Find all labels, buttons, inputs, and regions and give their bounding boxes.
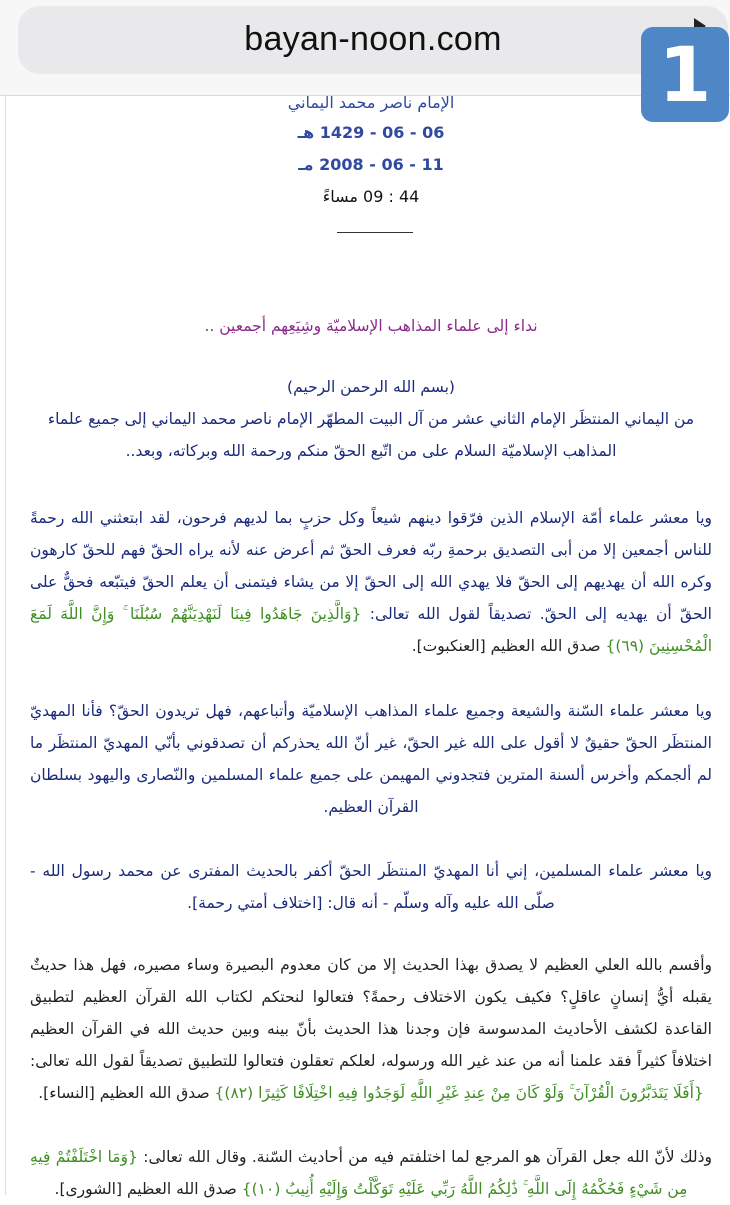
paragraph-4 xyxy=(30,949,712,1109)
paragraph-5-closing: صدق الله العظيم [الشورى]. xyxy=(54,1180,237,1198)
post-date-gregorian: 11 - 06 - 2008 مـ xyxy=(298,155,444,174)
paragraph-2: ويا معشر علماء السّنة والشيعة وجميع علماء المذاهب الإسلاميّة وأتباعهم، فهل تريدون الحقّ؟ فأنا المهديّ المنتظَر الحقّ حقيقٌ لا أقول على الله غير الحقّ، غير أنّ الله يحذركم أن تصدقوني بأنّي المهديّ المنتظَر ما لم ألجمكم وأخرس ألسنة المترين فتجدوني المهيمن على جميع علماء المسلمين والنّصارى واليهود بسلطان القرآن العظيم. xyxy=(30,702,712,816)
header-separator xyxy=(337,232,413,233)
paragraph-1-text: ويا معشر علماء أمّة الإسلام الذين فرّقوا دينهم شيعاً وكل حزبٍ بما لديهم فرحون، لقد ابتعثني الله رحمةً للناس أجمعين إلا من أبى التصديق برحمةِ ربّه فعرف الحقّ ثم أعرض عنه لأنه يراه الحقّ فهم للحقّ كارهون وكره الله أن يهديهم إلى الحقّ فلا يهدي الله إلى الحقّ إلا من يشاء فيتمنى أن يعلم الحقّ فيتبّعه فحقٌّ على الحقّ أن يهديه إلى الحقّ. تصديقاً لقول الله تعالى: xyxy=(30,509,712,623)
call-title: نداء إلى علماء المذاهب الإسلاميّة وشِيَعِهم أجمعين .. xyxy=(204,317,538,335)
basmala: (بسم الله الرحمن الرحيم) xyxy=(287,378,455,396)
paragraph-1 xyxy=(30,502,712,662)
post-author: الإمام ناصر محمد اليماني xyxy=(287,93,455,112)
page-number-badge: 1 xyxy=(641,27,729,122)
address-bar[interactable] xyxy=(18,6,728,74)
intro-line-1: من اليماني المنتظَر الإمام الثاني عشر من آل البيت المطهّر الإمام ناصر محمد اليماني إلى جميع علماء xyxy=(47,410,695,428)
paragraph-1-closing: صدق الله العظيم [العنكبوت]. xyxy=(411,637,601,655)
paragraph-4-verse: {أَفَلَا يَتَدَبَّرُونَ الْقُرْآنَ ۚ وَلَوْ كَانَ مِنْ عِندِ غَيْرِ اللَّهِ لَوَجَدُوا فِيهِ اخْتِلَافًا كَثِيرًا (٨٢)} xyxy=(214,1084,704,1102)
intro-line-2: المذاهب الإسلاميّة السلام على من اتّبع الحقّ منكم ورحمة الله وبركاته، وبعد.. xyxy=(125,442,617,460)
page-edge-divider xyxy=(5,95,6,1195)
intro-paragraph xyxy=(30,371,712,467)
post-time: 44 : 09 مساءً xyxy=(322,187,420,206)
paragraph-4-text: وأقسم بالله العلي العظيم لا يصدق بهذا الحديث إلا من كان معدوم البصيرة وساء مصيره، فهل هذا حديثٌ يقبله أيُّ إنسانٍ عاقلٍ؟ فكيف يكون الاختلاف رحمةً؟ فتعالوا لنحتكم لكتاب الله القرآن العظيم لتطبيق القاعدة لكشف الأحاديث المدسوسة فإن وجدنا هذا الحديث بأنّ بينه وبين حديث الله في القرآن العظيم اختلافاً كثيراً فقد علمنا أنه من عند غير الله ورسوله، لعلكم تعقلون فتعالوا للتطبيق تصديقاً لقول الله تعالى: xyxy=(30,956,712,1070)
paragraph-5-text: وذلك لأنّ الله جعل القرآن هو المرجع لما اختلفتم فيه من أحاديث السّنة. وقال الله تعالى: xyxy=(143,1148,713,1166)
paragraph-4-closing: صدق الله العظيم [النساء]. xyxy=(38,1084,210,1102)
browser-toolbar xyxy=(0,0,730,96)
address-bar-url[interactable]: bayan-noon.com xyxy=(244,20,502,58)
post-date-hijri: 06 - 06 - 1429 هـ xyxy=(297,123,445,142)
paragraph-5-verse: {وَمَا اخْتَلَفْتُمْ فِيهِ مِن شَيْءٍ فَحُكْمُهُ إِلَى اللَّهِ ۚ ذَٰلِكُمُ اللَّهُ رَبِّي عَلَيْهِ تَوَكَّلْتُ وَإِلَيْهِ أُنِيبُ (١٠)} xyxy=(30,1148,688,1198)
paragraph-1-verse: {وَالَّذِينَ جَاهَدُوا فِينَا لَنَهْدِيَنَّهُمْ سُبُلَنَا ۚ وَإِنَّ اللَّهَ لَمَعَ الْمُحْسِنِينَ (٦٩)} xyxy=(30,605,712,655)
paragraph-5 xyxy=(30,1141,712,1205)
paragraph-3: ويا معشر علماء المسلمين، إني أنا المهديّ المنتظَر الحقّ أكفر بالحديث المفترى عن محمد رسول الله - صلّى الله عليه وآله وسلّم - أنه قال: [اختلاف أمتي رحمة]. xyxy=(30,862,712,912)
